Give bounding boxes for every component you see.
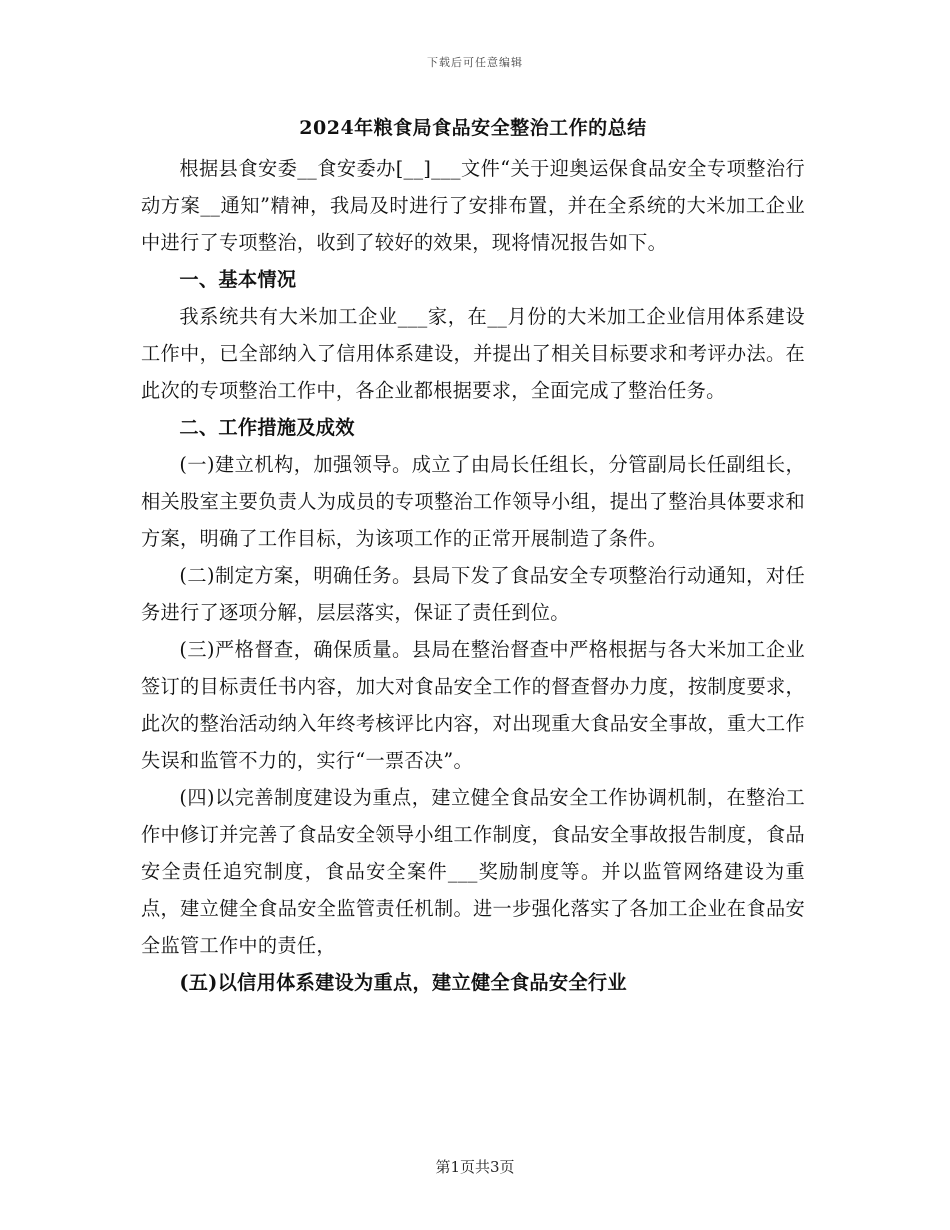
section-heading-1: 一、基本情况 <box>179 268 297 291</box>
paragraph-measure-3: (三)严格督查，确保质量。县局在整治督查中严格根据与各大米加工企业签订的目标责任书内容，加大对食品安全工作的督查督办力度，按制度要求，此次的整治活动纳入年终考核评比内容，对出现重大食品安全事故，重大工作失误和监管不力的，实行“一票否决”。 <box>141 638 805 772</box>
page-footer: 第1页共3页 <box>435 1158 515 1176</box>
paragraph-measure-1: (一)建立机构，加强领导。成立了由局长任组长，分管副局长任副组长，相关股室主要负责人为成员的专项整治工作领导小组，提出了整治具体要求和方案，明确了工作目标，为该项工作的正常开展制造了条件。 <box>141 453 805 550</box>
document-body <box>141 114 805 1001</box>
section-heading-2: 二、工作措施及成效 <box>179 416 355 439</box>
paragraph-measure-4: (四)以完善制度建设为重点，建立健全食品安全工作协调机制，在整治工作中修订并完善了食品安全领导小组工作制度，食品安全事故报告制度，食品安全责任追究制度，食品安全案件___奖励制度等。并以监管网络建设为重点，建立健全食品安全监管责任机制。进一步强化落实了各加工企业在食品安全监管工作中的责任， <box>141 786 805 957</box>
header-note: 下载后可任意编辑 <box>427 56 523 69</box>
section-heading-measure-5: (五)以信用体系建设为重点，建立健全食品安全行业 <box>179 971 627 994</box>
document-title: 2024年粮食局食品安全整治工作的总结 <box>299 117 647 139</box>
paragraph-intro: 根据县食安委__食安委办[__]___文件“关于迎奥运保食品安全专项整治行动方案__通知”精神，我局及时进行了安排布置，并在全系统的大米加工企业中进行了专项整治，收到了较好的效果，现将情况报告如下。 <box>141 157 805 254</box>
paragraph-measure-2: (二)制定方案，明确任务。县局下发了食品安全专项整治行动通知，对任务进行了逐项分解，层层落实，保证了责任到位。 <box>141 564 805 624</box>
paragraph-basic-situation: 我系统共有大米加工企业___家，在__月份的大米加工企业信用体系建设工作中，已全部纳入了信用体系建设，并提出了相关目标要求和考评办法。在此次的专项整治工作中，各企业都根据要求，全面完成了整治任务。 <box>141 305 805 402</box>
